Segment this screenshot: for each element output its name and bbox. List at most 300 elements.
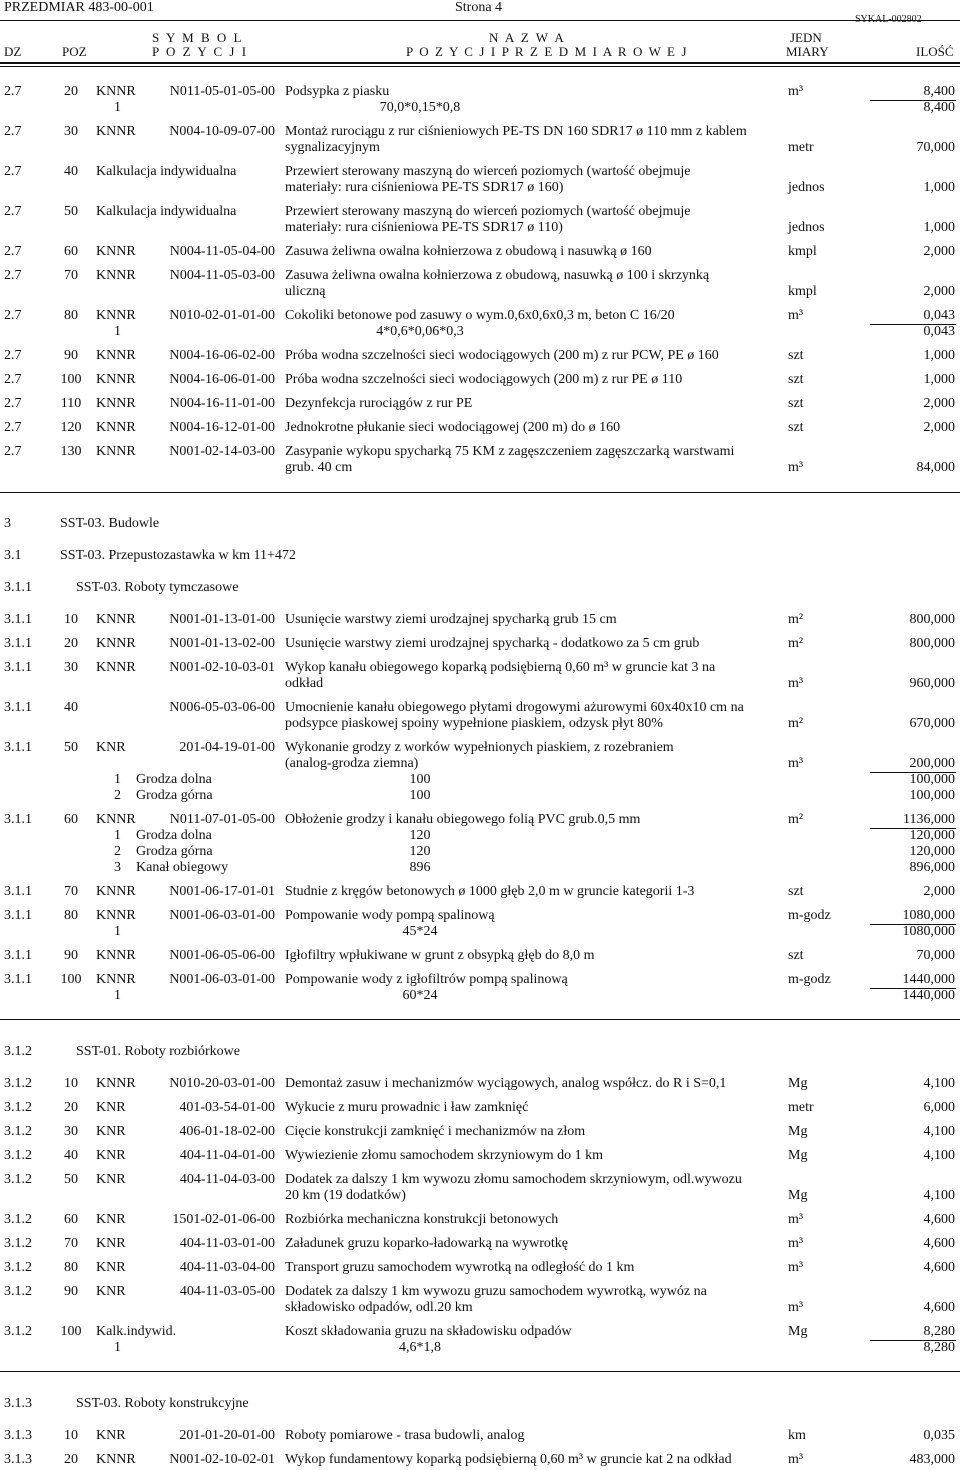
cell-poz: 50 <box>64 204 78 219</box>
cell-description: Wykop kanału obiegowego koparką podsiębierną 0,60 m³ w gruncie kat 3 na <box>285 660 716 675</box>
section-title: SST-01. Roboty rozbiórkowe <box>76 1044 240 1059</box>
column-header-miary: MIARY <box>786 44 829 59</box>
cell-description: grub. 40 cm <box>285 460 353 475</box>
cell-dz: 2.7 <box>4 308 22 323</box>
cell-description: Załadunek gruzu koparko-ładowarką na wywrotkę <box>285 1236 569 1251</box>
cell-dz: 3.1.1 <box>4 972 32 987</box>
cell-catalog: KNR <box>96 1124 126 1139</box>
section-number: 3.1.3 <box>4 1396 32 1411</box>
cell-poz: 40 <box>64 1148 78 1163</box>
cell-code: N001-06-17-01-01 <box>169 884 275 899</box>
cell-code: N011-05-01-05-00 <box>169 84 275 99</box>
cell-catalog: KNNR <box>96 372 136 387</box>
cell-sub-number: 1 <box>114 324 121 339</box>
cell-unit: jednos <box>788 180 825 195</box>
cell-quantity: 4,100 <box>923 1124 955 1139</box>
document-code: SYKAL-002802 <box>855 14 922 25</box>
cell-quantity: 1,000 <box>923 348 955 363</box>
cell-sub-number: 1 <box>114 988 121 1003</box>
cell-poz: 20 <box>64 1100 78 1115</box>
cell-catalog: KNNR <box>96 1076 136 1091</box>
cell-quantity: 2,000 <box>923 420 955 435</box>
section-divider <box>0 492 960 493</box>
cell-quantity: 70,000 <box>916 140 955 155</box>
cell-description: Zasypanie wykopu spycharką 75 KM z zagęszczeniem zagęszczarką warstwami <box>285 444 735 459</box>
cell-unit: m³ <box>788 1300 804 1315</box>
cell-quantity: 1440,000 <box>902 988 955 1003</box>
cell-catalog: KNNR <box>96 244 136 259</box>
document-title: PRZEDMIAR 483-00-001 <box>4 0 154 15</box>
cell-catalog: Kalk.indywid. <box>96 1324 177 1339</box>
cell-code: N001-06-03-01-00 <box>169 908 275 923</box>
cell-unit: szt <box>788 372 804 387</box>
cell-quantity: 2,000 <box>923 396 955 411</box>
cell-code: N001-01-13-01-00 <box>169 612 275 627</box>
cell-dz: 3.1.2 <box>4 1148 32 1163</box>
cell-dz: 3.1.1 <box>4 812 32 827</box>
cell-code: N001-01-13-02-00 <box>169 636 275 651</box>
cell-dz: 3.1.2 <box>4 1076 32 1091</box>
cell-code: N011-07-01-05-00 <box>169 812 275 827</box>
cell-calculation: 120 <box>409 828 431 843</box>
cell-code: N004-10-09-07-00 <box>169 124 275 139</box>
cell-calculation: 896 <box>409 860 431 875</box>
cell-catalog: KNNR <box>96 124 136 139</box>
cell-sub-number: 1 <box>114 772 121 787</box>
cell-dz: 2.7 <box>4 420 22 435</box>
cell-description: Próba wodna szczelności sieci wodociągowych (200 m) z rur PCW, PE ø 160 <box>285 348 719 363</box>
cell-code: 404-11-03-04-00 <box>179 1260 275 1275</box>
cell-sub-number: 1 <box>114 1340 121 1355</box>
cell-description: Wywiezienie złomu samochodem skrzyniowym do 1 km <box>285 1148 603 1163</box>
cell-description: Przewiert sterowany maszyną do wierceń poziomych (wartość obejmuje <box>285 164 691 179</box>
cell-sub-name: Grodza górna <box>136 788 213 803</box>
cell-unit: Mg <box>788 1148 808 1163</box>
cell-poz: 100 <box>60 372 82 387</box>
cell-description: Roboty pomiarowe - trasa budowli, analog <box>285 1428 525 1443</box>
cell-dz: 3.1.2 <box>4 1172 32 1187</box>
cell-code: 404-11-03-01-00 <box>179 1236 275 1251</box>
cell-description: uliczną <box>285 284 326 299</box>
cell-unit: m² <box>788 716 804 731</box>
cell-catalog: KNNR <box>96 884 136 899</box>
cell-quantity: 1,000 <box>923 372 955 387</box>
cell-sub-number: 2 <box>114 844 121 859</box>
cell-description: składowisko odpadów, odl.20 km <box>285 1300 473 1315</box>
cell-quantity: 6,000 <box>923 1100 955 1115</box>
cell-description: Usunięcie warstwy ziemi urodzajnej spycharką grub 15 cm <box>285 612 617 627</box>
cell-unit: m³ <box>788 756 804 771</box>
cell-quantity: 4,600 <box>923 1236 955 1251</box>
cell-code: 201-01-20-01-00 <box>179 1428 275 1443</box>
cell-catalog: KNNR <box>96 348 136 363</box>
cell-catalog: KNR <box>96 1172 126 1187</box>
cell-unit: kmpl <box>788 284 817 299</box>
cell-poz: 20 <box>64 84 78 99</box>
cell-sub-number: 3 <box>114 860 121 875</box>
cell-poz: 80 <box>64 308 78 323</box>
cell-quantity: 200,000 <box>909 756 955 771</box>
cell-code: N001-02-10-02-01 <box>169 1452 275 1467</box>
cell-quantity: 84,000 <box>916 460 955 475</box>
cell-calculation: 45*24 <box>402 924 438 939</box>
cell-quantity: 800,000 <box>909 636 955 651</box>
cell-description: Wykucie z muru prowadnic i ław zamknięć <box>285 1100 529 1115</box>
section-divider <box>0 1371 960 1372</box>
cell-unit: km <box>788 1428 806 1443</box>
cell-quantity: 896,000 <box>909 860 955 875</box>
cell-poz: 70 <box>64 884 78 899</box>
cell-quantity: 960,000 <box>909 676 955 691</box>
cell-catalog: KNR <box>96 1100 126 1115</box>
cell-calculation: 70,0*0,15*0,8 <box>379 100 461 115</box>
cell-description: Demontaż zasuw i mechanizmów wyciągowych, analog współcz. do R i S=0,1 <box>285 1076 727 1091</box>
cell-description: (analog-grodza ziemna) <box>285 756 419 771</box>
cell-quantity: 2,000 <box>923 244 955 259</box>
cell-code: N004-16-06-01-00 <box>169 372 275 387</box>
cell-dz: 3.1.1 <box>4 660 32 675</box>
cell-description: Pompowanie wody z igłofiltrów pompą spalinową <box>285 972 568 987</box>
cell-catalog: KNR <box>96 1236 126 1251</box>
cell-poz: 50 <box>64 740 78 755</box>
cell-poz: 30 <box>64 1124 78 1139</box>
section-title: SST-03. Roboty konstrukcyjne <box>76 1396 249 1411</box>
cell-code: 404-11-04-03-00 <box>179 1172 275 1187</box>
cell-unit: jednos <box>788 220 825 235</box>
cell-unit: szt <box>788 884 804 899</box>
cell-unit: m² <box>788 612 804 627</box>
cell-code: N006-05-03-06-00 <box>169 700 275 715</box>
cell-poz: 120 <box>60 420 82 435</box>
cell-dz: 3.1.1 <box>4 636 32 651</box>
cell-dz: 3.1.3 <box>4 1452 32 1467</box>
cell-unit: Mg <box>788 1076 808 1091</box>
cell-poz: 90 <box>64 1284 78 1299</box>
cell-unit: Mg <box>788 1188 808 1203</box>
cell-description: Jednokrotne płukanie sieci wodociągowej (200 m) do ø 160 <box>285 420 621 435</box>
cell-code: 201-04-19-01-00 <box>179 740 275 755</box>
cell-quantity: 1,000 <box>923 220 955 235</box>
cell-catalog: KNR <box>96 1148 126 1163</box>
cell-description: Cokoliki betonowe pod zasuwy o wym.0,6x0,6x0,3 m, beton C 16/20 <box>285 308 675 323</box>
header-rule-top <box>0 20 960 21</box>
cell-poz: 40 <box>64 164 78 179</box>
cell-description: Pompowanie wody pompą spalinową <box>285 908 495 923</box>
cell-unit: m³ <box>788 676 804 691</box>
cell-catalog: KNNR <box>96 308 136 323</box>
cell-poz: 50 <box>64 1172 78 1187</box>
cell-catalog: KNR <box>96 740 126 755</box>
cell-sub-number: 2 <box>114 788 121 803</box>
page-number: Strona 4 <box>455 0 503 15</box>
cell-code: 404-11-03-05-00 <box>179 1284 275 1299</box>
section-number: 3.1.2 <box>4 1044 32 1059</box>
cell-description: Dodatek za dalszy 1 km wywozu złomu samochodem skrzyniowym, odl.wywozu <box>285 1172 742 1187</box>
cell-unit: m³ <box>788 1236 804 1251</box>
section-title: SST-03. Przepustozastawka w km 11+472 <box>60 548 296 563</box>
section-title: SST-03. Roboty tymczasowe <box>76 580 239 595</box>
cell-calculation: 4*0,6*0,06*0,3 <box>376 324 464 339</box>
cell-poz: 20 <box>64 636 78 651</box>
cell-code: N010-20-03-01-00 <box>169 1076 275 1091</box>
cell-quantity: 1136,000 <box>903 812 955 827</box>
cell-catalog: KNNR <box>96 612 136 627</box>
cell-description: Próba wodna szczelności sieci wodociągowych (200 m) z rur PE ø 110 <box>285 372 683 387</box>
cell-catalog: KNR <box>96 1212 126 1227</box>
cell-description: Podsypka z piasku <box>285 84 390 99</box>
cell-poz: 90 <box>64 348 78 363</box>
cell-dz: 2.7 <box>4 372 22 387</box>
section-number: 3 <box>4 516 11 531</box>
cell-quantity: 1440,000 <box>902 972 955 987</box>
cell-description: 20 km (19 dodatków) <box>285 1188 406 1203</box>
cell-quantity: 1080,000 <box>902 924 955 939</box>
cell-description: sygnalizacyjnym <box>285 140 380 155</box>
cell-poz: 80 <box>64 908 78 923</box>
cell-description: Zasuwa żeliwna owalna kołnierzowa z obudową i nasuwką ø 160 <box>285 244 652 259</box>
cell-sub-name: Kanał obiegowy <box>136 860 229 875</box>
cell-unit: m² <box>788 636 804 651</box>
cell-dz: 2.7 <box>4 444 22 459</box>
cell-dz: 2.7 <box>4 204 22 219</box>
column-header-symbol-2: P O Z Y C J I <box>152 44 249 59</box>
cell-unit: m² <box>788 812 804 827</box>
cell-unit: metr <box>788 1100 814 1115</box>
cell-description: Obłożenie grodzy i kanału obiegowego folią PVC grub.0,5 mm <box>285 812 641 827</box>
cell-description: podsypce piaskowej spoiny wypełnione piaskiem, odzysk płyt 80% <box>285 716 663 731</box>
cell-calculation: 100 <box>409 772 431 787</box>
cell-code: N001-02-10-03-01 <box>169 660 275 675</box>
cell-unit: szt <box>788 420 804 435</box>
column-header-nazwa: N A Z W A <box>489 30 566 45</box>
cell-calculation: 120 <box>409 844 431 859</box>
cell-code: 1501-02-01-06-00 <box>172 1212 275 1227</box>
column-header-symbol: S Y M B O L <box>152 30 244 45</box>
cell-description: Transport gruzu samochodem wywrotką na odległość do 1 km <box>285 1260 635 1275</box>
cell-unit: kmpl <box>788 244 817 259</box>
cell-code: N004-16-11-01-00 <box>169 396 275 411</box>
cell-code: N004-11-05-04-00 <box>169 244 275 259</box>
column-header-ilosc: ILOŚĆ <box>916 44 954 59</box>
cell-unit: szt <box>788 396 804 411</box>
section-number: 3.1.1 <box>4 580 32 595</box>
cell-dz: 3.1.1 <box>4 612 32 627</box>
cell-dz: 3.1.1 <box>4 700 32 715</box>
cell-description: Dodatek za dalszy 1 km wywozu gruzu samochodem wywrotką, wywóz na <box>285 1284 707 1299</box>
cell-quantity: 8,400 <box>923 84 955 99</box>
section-title: SST-03. Budowle <box>60 516 160 531</box>
cell-sub-number: 1 <box>114 100 121 115</box>
cell-quantity: 2,000 <box>923 284 955 299</box>
cell-poz: 70 <box>64 1236 78 1251</box>
cell-catalog: KNNR <box>96 948 136 963</box>
cell-poz: 10 <box>64 612 78 627</box>
cell-code: N001-02-14-03-00 <box>169 444 275 459</box>
cell-quantity: 4,100 <box>923 1076 955 1091</box>
cell-catalog: KNNR <box>96 84 136 99</box>
cell-dz: 3.1.2 <box>4 1236 32 1251</box>
cell-description: materiały: rura ciśnieniowa PE-TS SDR17 ø 110) <box>285 220 563 235</box>
cell-dz: 3.1.2 <box>4 1100 32 1115</box>
column-header-nazwa-2: P O Z Y C J I P R Z E D M I A R O W E J <box>406 44 689 59</box>
cell-description: Montaż rurociągu z rur ciśnieniowych PE-TS DN 160 SDR17 ø 110 mm z kablem <box>285 124 747 139</box>
column-header-poz: POZ <box>62 44 87 59</box>
cell-calculation: 60*24 <box>402 988 438 1003</box>
cell-description: Rozbiórka mechaniczna konstrukcji betonowych <box>285 1212 559 1227</box>
cell-quantity: 1,000 <box>923 180 955 195</box>
cell-unit: m-godz <box>788 908 831 923</box>
cell-quantity: 70,000 <box>916 948 955 963</box>
cell-dz: 3.1.1 <box>4 948 32 963</box>
cell-description: Wykop fundamentowy koparką podsiębierną 0,60 m³ w gruncie kat 2 na odkład <box>285 1452 732 1467</box>
cell-sub-name: Grodza dolna <box>136 772 212 787</box>
cell-dz: 2.7 <box>4 244 22 259</box>
cell-dz: 2.7 <box>4 124 22 139</box>
cell-code: N001-06-03-01-00 <box>169 972 275 987</box>
cell-poz: 70 <box>64 268 78 283</box>
cell-poz: 60 <box>64 1212 78 1227</box>
cell-quantity: 8,400 <box>923 100 955 115</box>
cell-quantity: 800,000 <box>909 612 955 627</box>
cell-code: N004-11-05-03-00 <box>169 268 275 283</box>
cell-quantity: 0,043 <box>923 324 955 339</box>
cell-sub-name: Grodza górna <box>136 844 213 859</box>
cell-quantity: 4,600 <box>923 1212 955 1227</box>
cell-dz: 3.1.2 <box>4 1284 32 1299</box>
cell-catalog: KNNR <box>96 396 136 411</box>
cell-description: Przewiert sterowany maszyną do wierceń poziomych (wartość obejmuje <box>285 204 691 219</box>
cell-description: Igłofiltry wpłukiwane w grunt z obsypką głęb do 8,0 m <box>285 948 595 963</box>
section-number: 3.1 <box>4 548 22 563</box>
cell-catalog: KNNR <box>96 420 136 435</box>
section-divider <box>0 1019 960 1020</box>
cell-poz: 80 <box>64 1260 78 1275</box>
cell-sub-name: Grodza dolna <box>136 828 212 843</box>
cell-poz: 130 <box>60 444 82 459</box>
cell-description: materiały: rura ciśnieniowa PE-TS SDR17 ø 160) <box>285 180 564 195</box>
cell-description: Zasuwa żeliwna owalna kołnierzowa z obudową, nasuwką ø 100 i skrzynką <box>285 268 710 283</box>
cell-poz: 100 <box>60 1324 82 1339</box>
cell-quantity: 2,000 <box>923 884 955 899</box>
cell-dz: 2.7 <box>4 396 22 411</box>
cell-unit: szt <box>788 348 804 363</box>
cell-calculation: 4,6*1,8 <box>399 1340 441 1355</box>
cell-catalog: KNNR <box>96 660 136 675</box>
cell-unit: szt <box>788 948 804 963</box>
cell-catalog: KNNR <box>96 812 136 827</box>
cell-unit: m-godz <box>788 972 831 987</box>
cell-unit: Mg <box>788 1124 808 1139</box>
cell-poz: 10 <box>64 1076 78 1091</box>
cell-dz: 3.1.2 <box>4 1124 32 1139</box>
cell-dz: 2.7 <box>4 268 22 283</box>
cell-catalog: KNR <box>96 1260 126 1275</box>
cell-quantity: 4,600 <box>923 1260 955 1275</box>
cell-catalog: KNNR <box>96 268 136 283</box>
cell-unit: m³ <box>788 1212 804 1227</box>
cell-catalog: KNNR <box>96 444 136 459</box>
cell-description: Studnie z kręgów betonowych ø 1000 głęb 2,0 m w gruncie kategorii 1-3 <box>285 884 695 899</box>
cell-code: 404-11-04-01-00 <box>179 1148 275 1163</box>
cell-dz: 2.7 <box>4 164 22 179</box>
cell-dz: 3.1.2 <box>4 1260 32 1275</box>
cell-catalog: KNR <box>96 1428 126 1443</box>
cell-unit: m³ <box>788 84 804 99</box>
cell-quantity: 120,000 <box>909 844 955 859</box>
cell-unit: m³ <box>788 308 804 323</box>
cell-quantity: 100,000 <box>909 772 955 787</box>
cell-description: Wykonanie grodzy z worków wypełnionych piaskiem, z rozebraniem <box>285 740 674 755</box>
cell-quantity: 8,280 <box>923 1340 955 1355</box>
cell-catalog: KNR <box>96 1284 126 1299</box>
cell-catalog: KNNR <box>96 908 136 923</box>
cell-poz: 110 <box>60 396 82 411</box>
cell-quantity: 0,035 <box>923 1428 955 1443</box>
header-rule-bottom <box>0 62 960 64</box>
cell-catalog: Kalkulacja indywidualna <box>96 164 237 179</box>
cell-poz: 10 <box>64 1428 78 1443</box>
cell-description: odkład <box>285 676 324 691</box>
cell-dz: 3.1.1 <box>4 740 32 755</box>
cell-description: Koszt składowania gruzu na składowisku odpadów <box>285 1324 572 1339</box>
cell-poz: 60 <box>64 812 78 827</box>
cell-dz: 3.1.1 <box>4 884 32 899</box>
cell-quantity: 4,600 <box>923 1300 955 1315</box>
cell-description: Dezynfekcja rurociągów z rur PE <box>285 396 473 411</box>
cell-code: 401-03-54-01-00 <box>179 1100 275 1115</box>
cell-dz: 2.7 <box>4 348 22 363</box>
cell-unit: m³ <box>788 1260 804 1275</box>
cell-poz: 20 <box>64 1452 78 1467</box>
cell-quantity: 100,000 <box>909 788 955 803</box>
cell-quantity: 120,000 <box>909 828 955 843</box>
cell-unit: metr <box>788 140 814 155</box>
cell-dz: 3.1.2 <box>4 1212 32 1227</box>
cell-unit: m³ <box>788 1452 804 1467</box>
cell-quantity: 0,043 <box>923 308 955 323</box>
column-header-dz: DZ <box>4 44 22 59</box>
cell-quantity: 1080,000 <box>902 908 955 923</box>
cell-unit: Mg <box>788 1324 808 1339</box>
cell-description: Cięcie konstrukcji zamknięć i mechanizmów na złom <box>285 1124 586 1139</box>
cell-quantity: 8,280 <box>923 1324 955 1339</box>
cell-quantity: 4,100 <box>923 1148 955 1163</box>
cell-quantity: 483,000 <box>909 1452 955 1467</box>
cell-dz: 3.1.3 <box>4 1428 32 1443</box>
cell-description: Umocnienie kanału obiegowego płytami drogowymi ażurowymi 60x40x10 cm na <box>285 700 744 715</box>
cell-code: N010-02-01-01-00 <box>169 308 275 323</box>
cell-dz: 3.1.1 <box>4 908 32 923</box>
cell-poz: 30 <box>64 660 78 675</box>
cell-unit: m³ <box>788 460 804 475</box>
cell-dz: 3.1.2 <box>4 1324 32 1339</box>
cell-sub-number: 1 <box>114 828 121 843</box>
cell-quantity: 670,000 <box>909 716 955 731</box>
header-rule-bottom-2 <box>0 66 960 67</box>
cell-description: Usunięcie warstwy ziemi urodzajnej spycharką - dodatkowo za 5 cm grub <box>285 636 700 651</box>
cell-quantity: 4,100 <box>923 1188 955 1203</box>
cell-poz: 100 <box>60 972 82 987</box>
cell-sub-number: 1 <box>114 924 121 939</box>
cell-calculation: 100 <box>409 788 431 803</box>
cell-poz: 40 <box>64 700 78 715</box>
cell-code: N001-06-05-06-00 <box>169 948 275 963</box>
cell-catalog: KNNR <box>96 972 136 987</box>
cell-catalog: KNNR <box>96 1452 136 1467</box>
cell-code: N004-16-06-02-00 <box>169 348 275 363</box>
cell-poz: 90 <box>64 948 78 963</box>
cell-catalog: Kalkulacja indywidualna <box>96 204 237 219</box>
